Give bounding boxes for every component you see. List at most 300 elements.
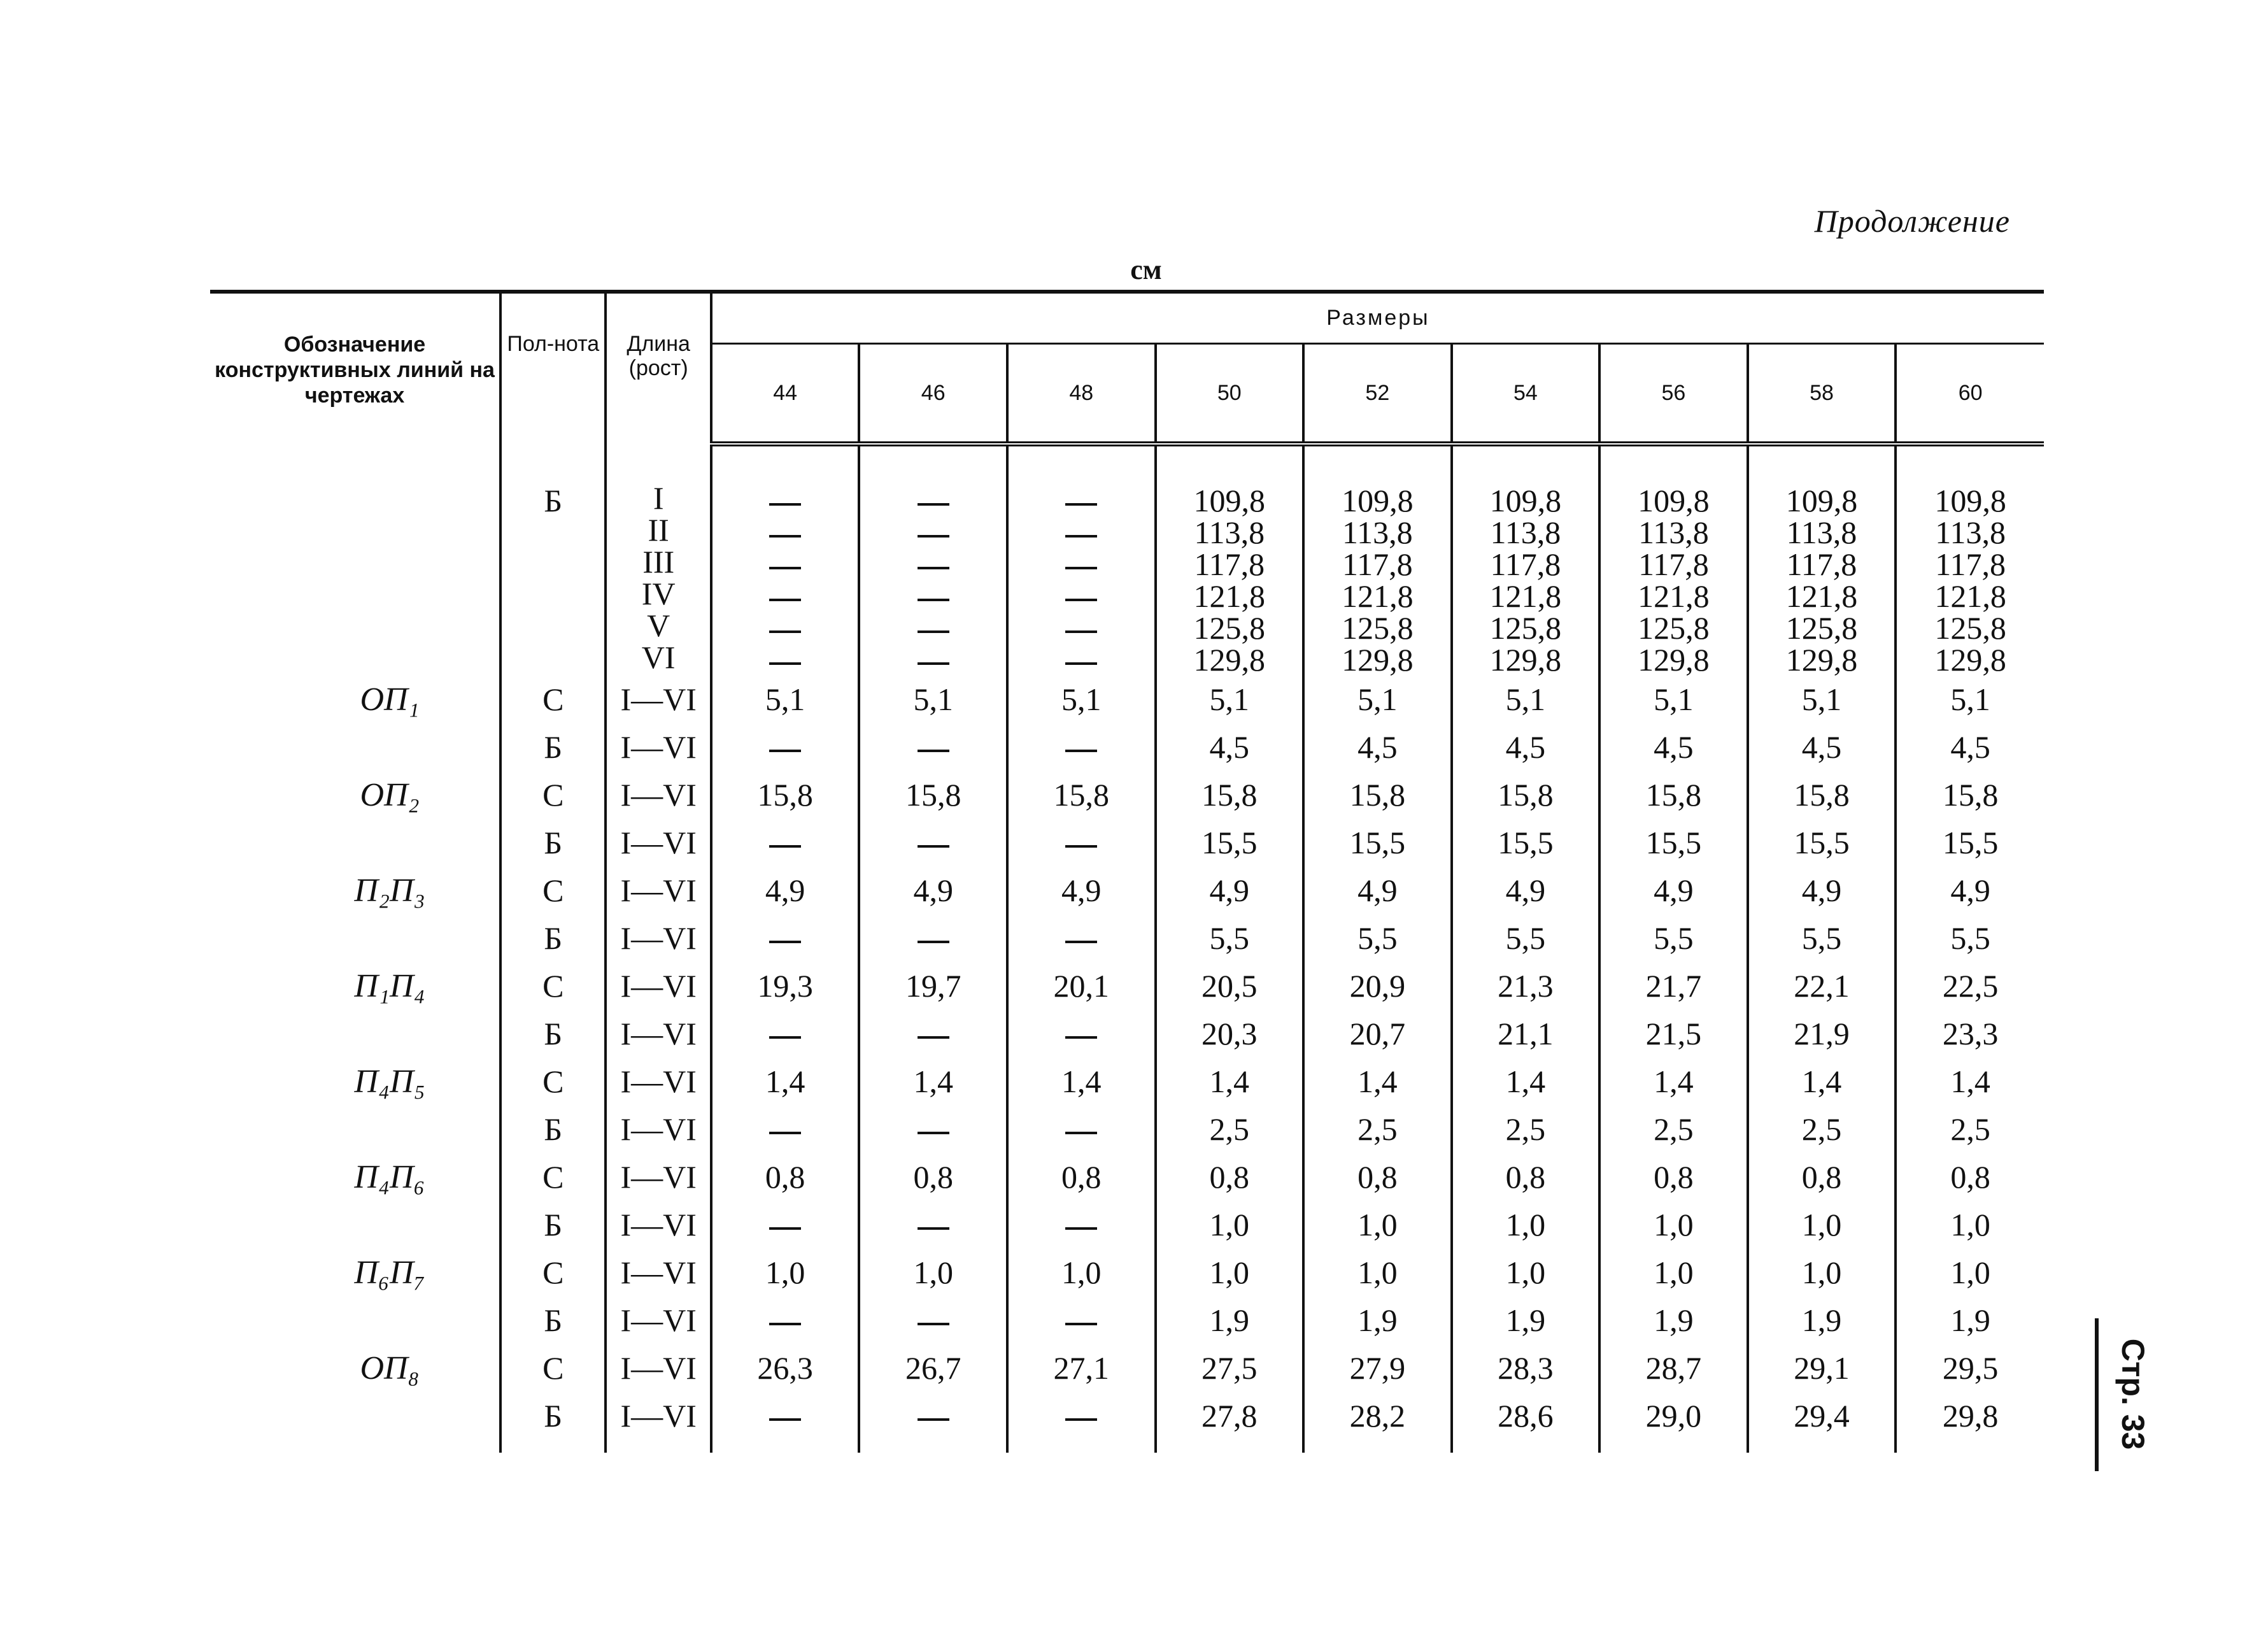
size-cell xyxy=(711,962,860,1010)
cell-value: 1,4 xyxy=(1654,1064,1694,1099)
size-cell xyxy=(711,915,860,962)
cell-value: 117,8 xyxy=(1638,546,1709,582)
cell-value: 0,8 xyxy=(1209,1159,1250,1195)
dash-mark xyxy=(1065,750,1097,752)
cell-value: 1,0 xyxy=(1801,1255,1842,1290)
cell-value: 1,9 xyxy=(1209,1302,1250,1338)
stack-line xyxy=(1897,644,2044,676)
cell-value: 1,9 xyxy=(1654,1302,1694,1338)
cell-value: 4,5 xyxy=(1209,729,1250,765)
dash-mark xyxy=(769,1132,801,1134)
size-cell xyxy=(1303,1201,1452,1249)
size-cell xyxy=(1156,1058,1304,1106)
cell-value: 4,5 xyxy=(1654,729,1694,765)
dash-mark xyxy=(918,1418,949,1421)
fullness-cell: С xyxy=(500,1058,606,1106)
size-cell xyxy=(1303,1297,1452,1344)
size-cell xyxy=(711,1297,860,1344)
size-cell xyxy=(1599,1392,1748,1453)
value-stack xyxy=(1601,485,1747,676)
header-sizes: Размеры xyxy=(711,292,2044,344)
length-cell: I—VI xyxy=(606,1058,711,1106)
cell-value: 5,1 xyxy=(1209,681,1250,717)
size-cell xyxy=(1896,1153,2044,1201)
cell-value: 27,9 xyxy=(1349,1350,1406,1386)
header-line-designation: Обозначение конструктивных линий на чертежах xyxy=(210,292,500,444)
cell-value: 1,9 xyxy=(1357,1302,1398,1338)
fullness-cell: С xyxy=(500,771,606,819)
stack-line xyxy=(1305,516,1450,548)
header-fullness: Пол-нота xyxy=(500,292,606,444)
cell-value: 15,8 xyxy=(757,777,813,813)
size-cell xyxy=(1452,1106,1600,1153)
cell-value: 1,0 xyxy=(1061,1255,1102,1290)
length-label: IV xyxy=(641,576,676,611)
size-cell xyxy=(1599,915,1748,962)
size-cell xyxy=(1896,1297,2044,1344)
cell-value: 4,5 xyxy=(1357,729,1398,765)
stack-line xyxy=(1453,548,1599,580)
cell-value: 15,8 xyxy=(1201,777,1258,813)
length-cell: I—VI xyxy=(606,915,711,962)
cell-value: 15,5 xyxy=(1201,825,1258,860)
cell-value: 1,0 xyxy=(1209,1255,1250,1290)
cell-value: 5,1 xyxy=(1801,681,1842,717)
length-label: V xyxy=(647,608,670,643)
cell-value: 29,0 xyxy=(1645,1398,1702,1434)
cell-value: 109,8 xyxy=(1785,483,1858,518)
size-cell xyxy=(1007,1249,1156,1297)
cell-value: 113,8 xyxy=(1935,515,2006,550)
cell-value: 28,2 xyxy=(1349,1398,1406,1434)
value-stack xyxy=(1897,485,2044,676)
stack-line xyxy=(1305,580,1450,612)
cell-value: 1,0 xyxy=(1950,1207,1990,1243)
cell-value: 15,8 xyxy=(1349,777,1406,813)
cell-value: 125,8 xyxy=(1489,610,1562,646)
cell-value: 27,8 xyxy=(1201,1398,1258,1434)
size-cell xyxy=(1303,1106,1452,1153)
line-designation-cell xyxy=(210,1201,500,1249)
cell-value: 129,8 xyxy=(1934,642,2006,678)
size-cell xyxy=(1156,1297,1304,1344)
size-cell xyxy=(859,962,1007,1010)
stack-line xyxy=(712,580,858,612)
cell-value: 109,8 xyxy=(1638,483,1710,518)
size-cell xyxy=(1896,676,2044,723)
stack-line xyxy=(1157,644,1303,676)
size-cell xyxy=(859,1249,1007,1297)
line-designation-cell: П₄П₅ xyxy=(354,1064,425,1100)
stack-line xyxy=(860,548,1006,580)
size-cell xyxy=(1303,1344,1452,1392)
value-stack xyxy=(1305,485,1450,676)
size-cell xyxy=(711,1201,860,1249)
size-cell xyxy=(859,1010,1007,1058)
table-row xyxy=(210,676,2044,723)
cell-value: 19,7 xyxy=(905,968,961,1004)
fullness-cell: С xyxy=(500,1153,606,1201)
size-cell xyxy=(1748,1010,1896,1058)
size-cell xyxy=(1303,1249,1452,1297)
cell-value: 4,9 xyxy=(1357,872,1398,908)
size-cell xyxy=(1599,1153,1748,1201)
size-cell xyxy=(1896,1010,2044,1058)
cell-value: 1,4 xyxy=(765,1064,805,1099)
size-cell xyxy=(859,1392,1007,1453)
cell-value: 15,8 xyxy=(1498,777,1554,813)
cell-value: 1,0 xyxy=(1654,1255,1694,1290)
size-cell xyxy=(859,1058,1007,1106)
fullness-cell: Б xyxy=(500,1297,606,1344)
size-cell xyxy=(859,867,1007,915)
cell-value: 22,5 xyxy=(1942,968,1999,1004)
size-cell xyxy=(1452,819,1600,867)
cell-value: 5,1 xyxy=(913,681,953,717)
size-cell xyxy=(1896,962,2044,1010)
cell-value: 5,5 xyxy=(1801,920,1842,956)
dash-mark xyxy=(918,1036,949,1039)
size-cell xyxy=(1599,1249,1748,1297)
cell-value: 29,8 xyxy=(1942,1398,1999,1434)
cell-value: 5,5 xyxy=(1357,920,1398,956)
cell-value: 2,5 xyxy=(1209,1111,1250,1147)
cell-value: 113,8 xyxy=(1786,515,1857,550)
size-cell xyxy=(1007,1201,1156,1249)
size-cell xyxy=(1156,771,1304,819)
size-cell xyxy=(1452,771,1600,819)
cell-value: 129,8 xyxy=(1489,642,1562,678)
size-cell xyxy=(1452,444,1600,676)
line-designation-cell: ОП₂ xyxy=(360,777,420,813)
stack-line xyxy=(860,516,1006,548)
size-cell xyxy=(1896,1392,2044,1453)
cell-value: 28,3 xyxy=(1498,1350,1554,1386)
stack-line xyxy=(1601,644,1747,676)
line-designation-cell xyxy=(210,1297,500,1344)
table-row xyxy=(210,1297,2044,1344)
size-cell xyxy=(1599,1010,1748,1058)
size-cell xyxy=(1896,1058,2044,1106)
line-designation-cell xyxy=(210,723,500,771)
cell-value: 27,1 xyxy=(1053,1350,1109,1386)
cell-value: 21,1 xyxy=(1498,1016,1554,1051)
dash-mark xyxy=(1065,662,1097,665)
stack-line xyxy=(1453,644,1599,676)
size-cell xyxy=(859,1297,1007,1344)
stack-line xyxy=(1305,548,1450,580)
cell-value: 1,0 xyxy=(1357,1207,1398,1243)
dash-mark xyxy=(769,662,801,665)
size-table xyxy=(210,290,2044,1453)
value-stack xyxy=(712,485,858,676)
stack-line xyxy=(712,516,858,548)
dash-mark xyxy=(918,1132,949,1134)
cell-value: 117,8 xyxy=(1342,546,1413,582)
stack-line xyxy=(1157,485,1303,516)
size-cell xyxy=(1748,1392,1896,1453)
size-header-48: 48 xyxy=(1007,344,1156,445)
size-cell xyxy=(711,723,860,771)
stack-line xyxy=(1157,516,1303,548)
header-length: Длина (рост) xyxy=(606,292,711,444)
size-cell xyxy=(1156,962,1304,1010)
size-cell xyxy=(1896,723,2044,771)
size-cell xyxy=(1452,1344,1600,1392)
length-cell: I—VI xyxy=(606,676,711,723)
length-cell: I—VI xyxy=(606,1153,711,1201)
size-cell xyxy=(1303,1058,1452,1106)
cell-value: 15,8 xyxy=(905,777,961,813)
size-cell xyxy=(1748,1249,1896,1297)
cell-value: 129,8 xyxy=(1638,642,1710,678)
cell-value: 125,8 xyxy=(1342,610,1414,646)
stack-line xyxy=(1897,580,2044,612)
dash-mark xyxy=(1065,599,1097,601)
size-header-60: 60 xyxy=(1896,344,2044,445)
stack-line xyxy=(712,485,858,516)
length-cell: I—VI xyxy=(606,771,711,819)
table-row xyxy=(210,962,2044,1010)
table-body xyxy=(210,444,2044,1453)
stack-line xyxy=(1453,580,1599,612)
cell-value: 15,5 xyxy=(1794,825,1850,860)
cell-value: 19,3 xyxy=(757,968,813,1004)
fullness-cell: Б xyxy=(500,1201,606,1249)
table-row xyxy=(210,1106,2044,1153)
size-cell xyxy=(1007,723,1156,771)
cell-value: 4,5 xyxy=(1950,729,1990,765)
dash-mark xyxy=(769,1418,801,1421)
fullness-cell: С xyxy=(500,962,606,1010)
stack-line xyxy=(1009,644,1154,676)
size-cell xyxy=(1156,915,1304,962)
margin-rule xyxy=(2095,1318,2099,1471)
dash-mark xyxy=(1065,630,1097,633)
cell-value: 113,8 xyxy=(1638,515,1709,550)
size-cell xyxy=(1156,867,1304,915)
cell-value: 0,8 xyxy=(1950,1159,1990,1195)
size-cell xyxy=(711,1344,860,1392)
size-cell xyxy=(859,1344,1007,1392)
cell-value: 2,5 xyxy=(1357,1111,1398,1147)
size-cell xyxy=(1748,867,1896,915)
dash-mark xyxy=(1065,845,1097,848)
stack-line xyxy=(1601,580,1747,612)
line-designation-cell: П₂П₃ xyxy=(354,872,425,909)
cell-value: 1,9 xyxy=(1801,1302,1842,1338)
size-cell xyxy=(1748,1153,1896,1201)
length-cell: I—VI xyxy=(606,962,711,1010)
size-cell xyxy=(1156,1392,1304,1453)
cell-value: 1,0 xyxy=(1950,1255,1990,1290)
line-designation-cell: П₄П₆ xyxy=(354,1159,425,1195)
length-label: VI xyxy=(641,639,676,675)
dash-mark xyxy=(769,1036,801,1039)
size-cell xyxy=(1007,771,1156,819)
size-cell xyxy=(1748,723,1896,771)
table-row xyxy=(210,1201,2044,1249)
dash-mark xyxy=(1065,1227,1097,1230)
value-stack xyxy=(1749,485,1895,676)
cell-value: 0,8 xyxy=(1801,1159,1842,1195)
size-cell xyxy=(1599,867,1748,915)
line-designation-cell: ОП₈ xyxy=(360,1350,420,1386)
stack-line xyxy=(1009,612,1154,644)
dash-mark xyxy=(918,1227,949,1230)
cell-value: 109,8 xyxy=(1342,483,1414,518)
length-cell: I—VI xyxy=(606,819,711,867)
size-cell xyxy=(1007,1058,1156,1106)
cell-value: 0,8 xyxy=(1357,1159,1398,1195)
dash-mark xyxy=(769,599,801,601)
size-cell xyxy=(1303,444,1452,676)
dash-mark xyxy=(769,750,801,752)
size-cell xyxy=(1452,1392,1600,1453)
size-cell xyxy=(1896,1344,2044,1392)
size-cell xyxy=(859,1201,1007,1249)
size-cell xyxy=(1452,1249,1600,1297)
cell-value: 4,9 xyxy=(1801,872,1842,908)
table-row xyxy=(210,444,2044,676)
table-row xyxy=(210,1392,2044,1453)
stack-line xyxy=(1897,516,2044,548)
size-header-58: 58 xyxy=(1748,344,1896,445)
cell-value: 1,0 xyxy=(1357,1255,1398,1290)
dash-mark xyxy=(1065,1418,1097,1421)
cell-value: 121,8 xyxy=(1638,578,1710,614)
length-label: II xyxy=(648,512,669,548)
cell-value: 28,7 xyxy=(1645,1350,1702,1386)
cell-value: 5,1 xyxy=(1505,681,1546,717)
size-cell xyxy=(1599,676,1748,723)
size-cell xyxy=(1599,1344,1748,1392)
cell-value: 113,8 xyxy=(1342,515,1413,550)
cell-value: 1,0 xyxy=(765,1255,805,1290)
size-cell xyxy=(1748,1201,1896,1249)
stack-line xyxy=(1305,612,1450,644)
cell-value: 129,8 xyxy=(1193,642,1266,678)
cell-value: 20,1 xyxy=(1053,968,1109,1004)
size-cell xyxy=(1007,962,1156,1010)
cell-value: 20,3 xyxy=(1201,1016,1258,1051)
size-cell xyxy=(1599,723,1748,771)
stack-line xyxy=(1009,580,1154,612)
size-cell xyxy=(1007,676,1156,723)
stack-line xyxy=(712,644,858,676)
size-cell xyxy=(1452,1010,1600,1058)
size-cell xyxy=(1748,1297,1896,1344)
cell-value: 109,8 xyxy=(1934,483,2006,518)
size-cell xyxy=(1599,819,1748,867)
stack-line xyxy=(1601,612,1747,644)
size-cell xyxy=(1007,915,1156,962)
size-cell xyxy=(1748,915,1896,962)
size-header-46: 46 xyxy=(859,344,1007,445)
dash-mark xyxy=(1065,503,1097,506)
cell-value: 22,1 xyxy=(1794,968,1850,1004)
cell-value: 29,1 xyxy=(1794,1350,1850,1386)
stack-line xyxy=(712,548,858,580)
dash-mark xyxy=(918,567,949,569)
size-cell xyxy=(711,1249,860,1297)
cell-value: 129,8 xyxy=(1342,642,1414,678)
cell-value: 1,0 xyxy=(1801,1207,1842,1243)
size-cell xyxy=(1156,819,1304,867)
cell-value: 1,0 xyxy=(1209,1207,1250,1243)
size-cell xyxy=(1599,444,1748,676)
fullness-cell: Б xyxy=(500,1392,606,1453)
stack-line xyxy=(1009,548,1154,580)
cell-value: 20,5 xyxy=(1201,968,1258,1004)
stack-line xyxy=(1453,516,1599,548)
cell-value: 4,9 xyxy=(765,872,805,908)
cell-value: 0,8 xyxy=(1654,1159,1694,1195)
line-designation-cell: ОП₁ xyxy=(360,681,420,718)
fullness-cell: Б xyxy=(500,723,606,771)
cell-value: 20,9 xyxy=(1349,968,1406,1004)
size-cell xyxy=(1452,915,1600,962)
cell-value: 121,8 xyxy=(1785,578,1858,614)
stack-line xyxy=(1897,485,2044,516)
stack-line xyxy=(1749,548,1895,580)
dash-mark xyxy=(1065,567,1097,569)
size-cell xyxy=(859,1153,1007,1201)
cell-value: 15,5 xyxy=(1349,825,1406,860)
page-number: Стр. 33 xyxy=(2115,1338,2151,1450)
size-cell xyxy=(859,723,1007,771)
cell-value: 1,0 xyxy=(913,1255,953,1290)
cell-value: 21,9 xyxy=(1794,1016,1850,1051)
length-cell: I—VI xyxy=(606,1106,711,1153)
size-cell xyxy=(1599,1201,1748,1249)
size-cell xyxy=(1156,1344,1304,1392)
fullness-cell: Б xyxy=(500,819,606,867)
cell-value: 1,4 xyxy=(1209,1064,1250,1099)
cell-value: 28,6 xyxy=(1498,1398,1554,1434)
cell-value: 15,5 xyxy=(1942,825,1999,860)
size-cell xyxy=(711,1010,860,1058)
cell-value: 121,8 xyxy=(1193,578,1266,614)
table-row xyxy=(210,1153,2044,1201)
dash-mark xyxy=(918,599,949,601)
size-cell xyxy=(859,676,1007,723)
length-cell: I—VI xyxy=(606,1297,711,1344)
size-cell xyxy=(1156,676,1304,723)
cell-value: 27,5 xyxy=(1201,1350,1258,1386)
cell-value: 1,4 xyxy=(1950,1064,1990,1099)
fullness-cell: С xyxy=(500,867,606,915)
size-cell xyxy=(1303,867,1452,915)
size-header-44: 44 xyxy=(711,344,860,445)
dash-mark xyxy=(918,845,949,848)
dash-mark xyxy=(1065,535,1097,538)
stack-line xyxy=(1305,644,1450,676)
line-designation-cell xyxy=(210,1010,500,1058)
size-cell xyxy=(1896,444,2044,676)
size-cell xyxy=(1303,771,1452,819)
cell-value: 125,8 xyxy=(1638,610,1710,646)
fullness-cell: С xyxy=(500,676,606,723)
cell-value: 117,8 xyxy=(1490,546,1561,582)
table-row xyxy=(210,1058,2044,1106)
size-cell xyxy=(1303,962,1452,1010)
line-designation-cell: П₆П₇ xyxy=(354,1255,425,1291)
cell-value: 1,4 xyxy=(913,1064,953,1099)
size-cell xyxy=(1599,1106,1748,1153)
stack-line xyxy=(860,644,1006,676)
size-cell xyxy=(1007,1010,1156,1058)
